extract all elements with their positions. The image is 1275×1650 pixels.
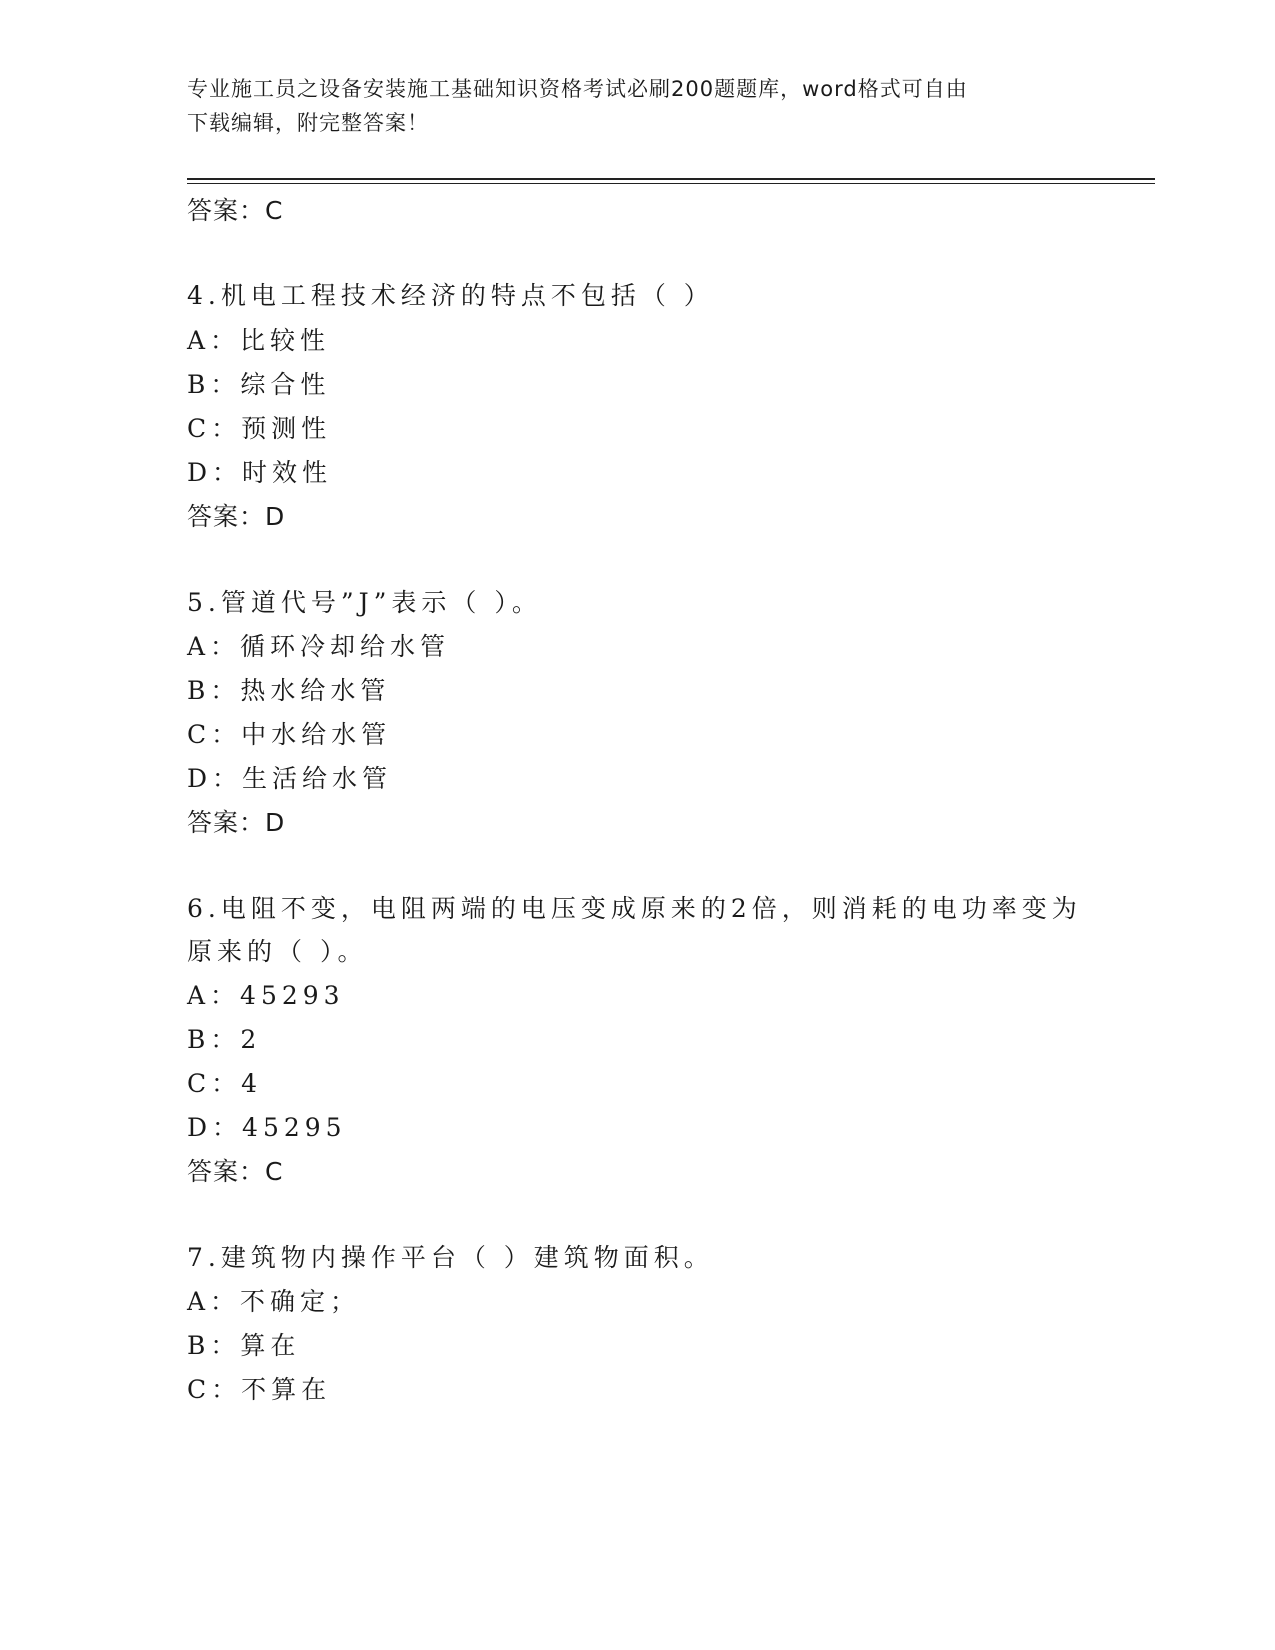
header-line-1: 专业施工员之设备安装施工基础知识资格考试必刷200题题库，word格式可自由: [187, 77, 968, 101]
question-6-option-c: C：4: [187, 1069, 263, 1098]
question-6-option-b: B：2: [187, 1025, 262, 1054]
question-5-option-c: C：中水给水管: [187, 720, 392, 749]
question-4-option-b: B：综合性: [187, 370, 331, 399]
answer-q4: 答案：D: [187, 502, 286, 531]
question-6-stem-line-2: 原来的（ ）。: [187, 937, 368, 966]
question-6-option-d: D：45295: [187, 1113, 347, 1142]
question-7-stem: 7.建筑物内操作平台（ ）建筑物面积。: [187, 1243, 714, 1272]
question-7-option-c: C：不算在: [187, 1375, 332, 1404]
document-header: [187, 72, 1087, 140]
header-rule-thin: [187, 183, 1155, 184]
question-4-option-d: D：时效性: [187, 458, 333, 487]
question-5-option-b: B：热水给水管: [187, 676, 391, 705]
question-7-option-b: B：算在: [187, 1331, 301, 1360]
question-5-option-d: D：生活给水管: [187, 764, 393, 793]
header-line-2: 下载编辑，附完整答案！: [187, 111, 429, 135]
question-4-option-c: C：预测性: [187, 414, 332, 443]
answer-q5: 答案：D: [187, 808, 286, 837]
question-5-option-a: A：循环冷却给水管: [187, 632, 451, 661]
question-4-stem: 4.机电工程技术经济的特点不包括（ ）: [187, 281, 714, 310]
header-rule-thick: [187, 178, 1155, 180]
answer-q6: 答案：C: [187, 1157, 284, 1186]
question-4-option-a: A：比较性: [187, 326, 331, 355]
question-7-option-a: A：不确定；: [187, 1287, 361, 1316]
question-6-option-a: A：45293: [187, 981, 345, 1010]
question-5-stem: 5.管道代号”J”表示（ ）。: [187, 588, 542, 617]
question-6-stem-line-1: 6.电阻不变，电阻两端的电压变成原来的2倍，则消耗的电功率变为: [187, 894, 1082, 923]
answer-q3: 答案：C: [187, 196, 284, 225]
